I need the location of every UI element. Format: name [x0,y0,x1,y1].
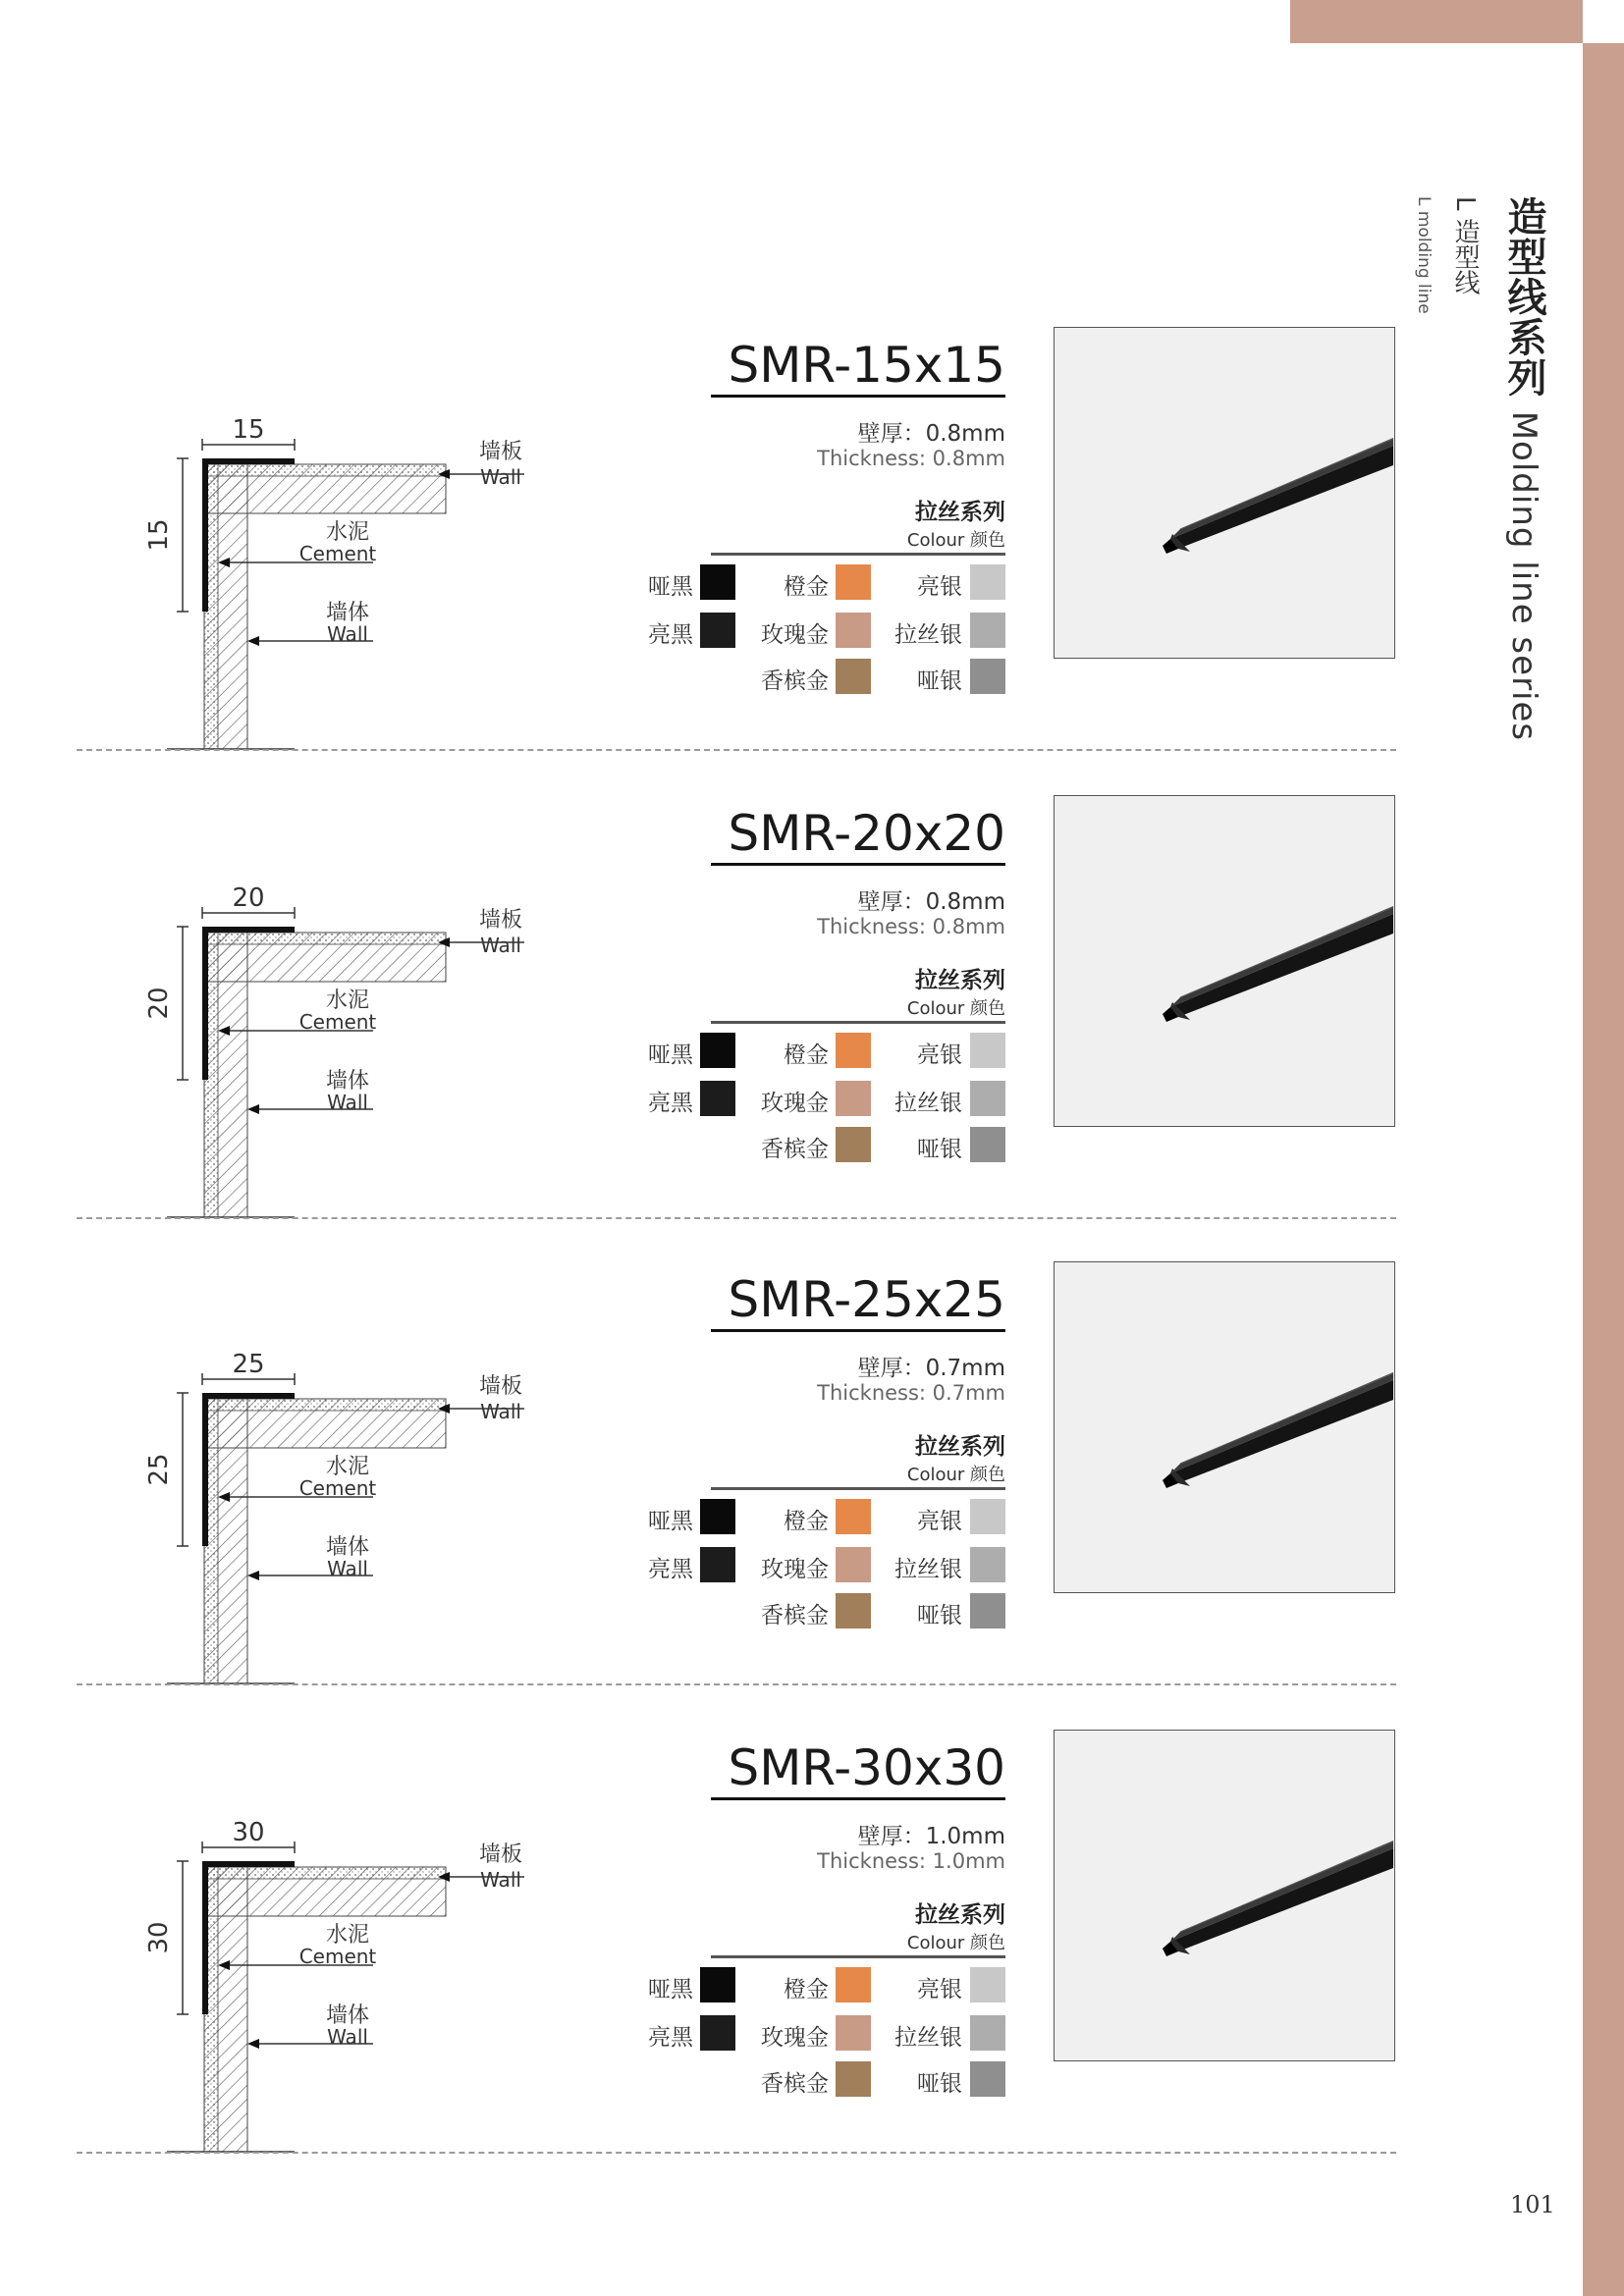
product-photo [1054,795,1395,1127]
cement-cn: 水泥 [325,1923,370,1948]
dimension-left: 30 [144,1921,174,1954]
wall-body-en: Wall [327,2025,368,2049]
colour-name: 哑银 [917,668,962,694]
subtitle-en: L molding line [1414,196,1434,314]
thickness-cn: 壁厚：0.7mm [857,1356,1005,1381]
colour-swatch [970,613,1005,648]
product-section [0,805,1624,1271]
colour-name: 哑黑 [648,1977,693,2002]
colour-name: 玫瑰金 [761,1557,829,1582]
colour-name: 亮银 [917,1977,962,2002]
colour-name: 玫瑰金 [761,2025,829,2051]
series-title-cn: 造型线系列 [1501,196,1546,398]
colour-name: 亮黑 [648,1557,693,1582]
colour-name: 香槟金 [761,1603,829,1629]
thickness-en: Thickness: 0.8mm [817,915,1005,938]
colour-name: 香槟金 [761,668,829,694]
colour-name: 哑黑 [648,574,693,600]
colour-name: 亮黑 [648,622,693,648]
colour-name: 橙金 [784,1042,829,1068]
product-section [0,1739,1624,2206]
thickness-cn: 壁厚：0.8mm [857,421,1005,447]
cement-cn: 水泥 [325,988,370,1013]
page-number: 101 [1510,2191,1555,2218]
section-divider [77,2152,1396,2154]
colour-name: 香槟金 [761,1137,829,1162]
dimension-left: 25 [144,1453,174,1486]
model-number: SMR-20x20 [728,805,1005,862]
series-label-en: Colour 颜色 [906,998,1005,1019]
product-photo [1054,327,1395,659]
colour-swatch [970,1127,1005,1162]
colour-swatch [970,1547,1005,1582]
colour-swatch [970,1593,1005,1629]
series-underline [711,553,1005,556]
series-label-en: Colour 颜色 [906,1933,1005,1953]
wall-panel-cn: 墙板 [478,1374,523,1399]
cement-en: Cement [298,1945,377,1968]
cement-cn: 水泥 [325,1455,370,1479]
profile-drawing [144,1350,560,1693]
wall-panel-en: Wall [480,465,521,489]
colour-swatch [970,659,1005,694]
series-underline [711,1487,1005,1490]
section-divider [77,1217,1396,1219]
colour-name: 亮黑 [648,2025,693,2051]
series-label-cn: 拉丝系列 [915,1434,1005,1460]
wall-body-cn: 墙体 [325,1069,370,1094]
wall-body-en: Wall [327,1091,368,1114]
colour-name: 拉丝银 [894,2025,962,2051]
thickness-en: Thickness: 0.8mm [817,447,1005,470]
model-number: SMR-25x25 [728,1271,1005,1328]
colour-name: 香槟金 [761,2071,829,2097]
cement-cn: 水泥 [325,520,370,545]
profile-drawing [144,415,560,759]
colour-name: 哑银 [917,1603,962,1629]
model-underline [711,1329,1005,1332]
colour-name: 哑黑 [648,1509,693,1534]
subtitle-cn: L 造型线 [1450,196,1480,295]
dimension-top: 15 [232,415,265,445]
wall-panel-cn: 墙板 [478,1842,523,1867]
wall-body-cn: 墙体 [325,1535,370,1560]
thickness-en: Thickness: 0.7mm [817,1381,1005,1405]
colour-name: 拉丝银 [894,1091,962,1116]
wall-body-cn: 墙体 [325,601,370,625]
dimension-left: 15 [144,518,174,552]
wall-panel-en: Wall [480,1400,521,1423]
colour-swatch [970,1081,1005,1116]
section-divider [77,749,1396,751]
dimension-top: 30 [232,1818,265,1847]
colour-name: 亮银 [917,1509,962,1534]
colour-name: 拉丝银 [894,1557,962,1582]
product-photo [1054,1261,1395,1593]
top-accent-band [1290,0,1583,43]
profile-drawing [144,883,560,1227]
colour-swatch [970,2061,1005,2097]
series-label-cn: 拉丝系列 [915,500,1005,525]
colour-swatch [970,564,1005,600]
model-underline [711,863,1005,866]
model-number: SMR-30x30 [728,1739,1005,1796]
colour-name: 橙金 [784,574,829,600]
colour-name: 玫瑰金 [761,622,829,648]
dimension-top: 25 [232,1350,265,1379]
model-number: SMR-15x15 [728,337,1005,394]
model-underline [711,1797,1005,1800]
wall-body-en: Wall [327,622,368,646]
series-label-cn: 拉丝系列 [915,1902,1005,1928]
colour-name: 拉丝银 [894,622,962,648]
section-divider [77,1683,1396,1685]
series-underline [711,1021,1005,1024]
cement-en: Cement [298,1010,377,1034]
profile-drawing [144,1818,560,2162]
series-label-en: Colour 颜色 [906,530,1005,551]
colour-name: 橙金 [784,1509,829,1534]
colour-name: 哑银 [917,2071,962,2097]
product-section [0,1271,1624,1737]
series-label-en: Colour 颜色 [906,1465,1005,1485]
cement-en: Cement [298,542,377,565]
colour-name: 哑银 [917,1137,962,1162]
colour-swatch [970,2015,1005,2051]
product-section [0,337,1624,803]
wall-panel-en: Wall [480,1868,521,1892]
wall-body-en: Wall [327,1557,368,1580]
series-title-en: Molding line series [1504,410,1543,742]
thickness-cn: 壁厚：0.8mm [857,889,1005,915]
product-photo [1054,1730,1395,2061]
series-underline [711,1955,1005,1958]
model-underline [711,395,1005,398]
cement-en: Cement [298,1476,377,1500]
colour-swatch [970,1033,1005,1068]
wall-body-cn: 墙体 [325,2003,370,2028]
colour-name: 亮银 [917,574,962,600]
colour-name: 哑黑 [648,1042,693,1068]
colour-swatch [970,1967,1005,2002]
colour-name: 玫瑰金 [761,1091,829,1116]
dimension-left: 20 [144,987,174,1020]
series-label-cn: 拉丝系列 [915,968,1005,993]
wall-panel-cn: 墙板 [478,440,523,464]
dimension-top: 20 [232,883,265,913]
colour-name: 亮黑 [648,1091,693,1116]
thickness-en: Thickness: 1.0mm [817,1849,1005,1873]
wall-panel-en: Wall [480,934,521,957]
colour-name: 橙金 [784,1977,829,2002]
colour-name: 亮银 [917,1042,962,1068]
wall-panel-cn: 墙板 [478,908,523,933]
thickness-cn: 壁厚：1.0mm [857,1824,1005,1849]
colour-swatch [970,1499,1005,1534]
